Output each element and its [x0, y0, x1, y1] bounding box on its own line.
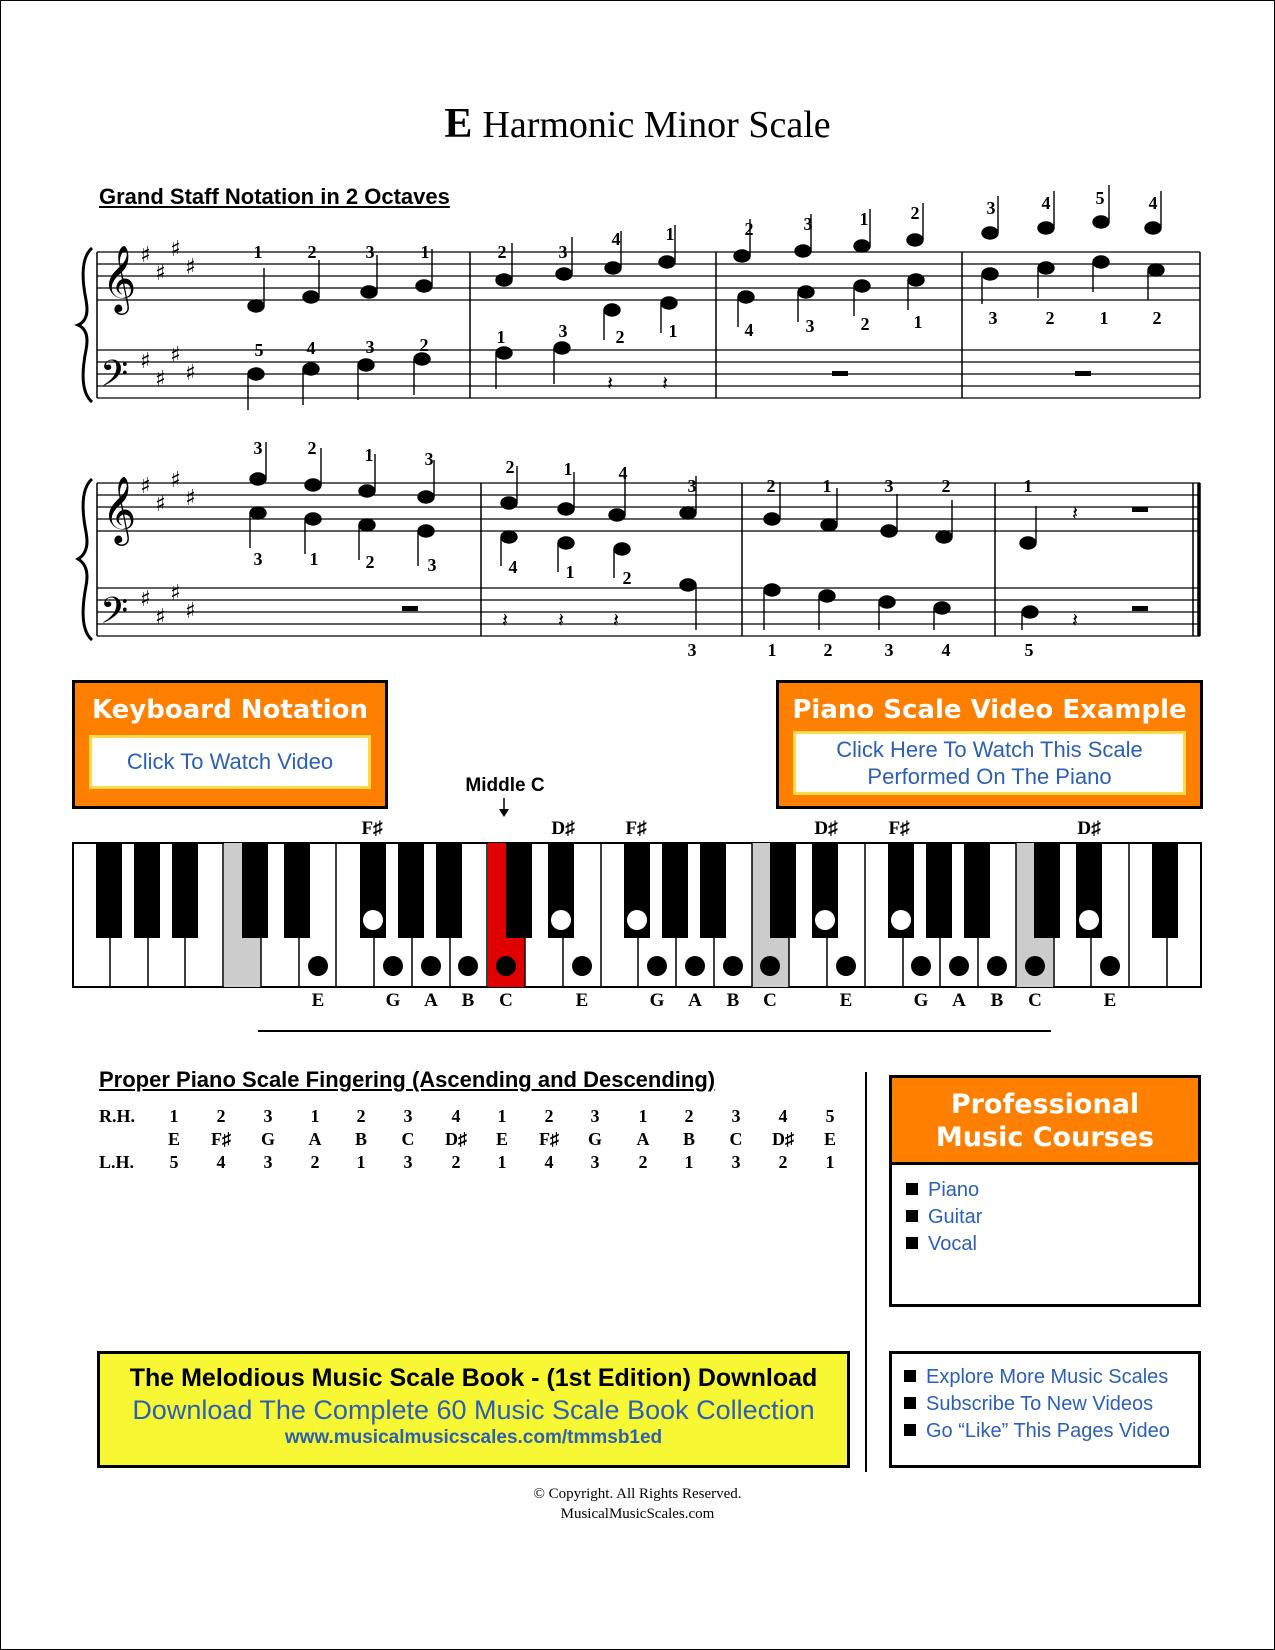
divider-line: [258, 1030, 1051, 1032]
keyboard-notation-box: [72, 680, 388, 809]
subscribe-link[interactable]: [904, 1391, 1198, 1418]
lh-cell: 4: [544, 1152, 554, 1172]
courses-box: [889, 1075, 1201, 1307]
course-item-guitar[interactable]: [906, 1204, 1198, 1231]
middle-c-arrow: [496, 798, 512, 818]
course-label: Guitar: [928, 1206, 983, 1228]
finger-s2-t-9: 2: [766, 476, 776, 496]
bullet-icon: [904, 1397, 916, 1409]
finger-s1-l-7: 3: [988, 308, 998, 328]
finger-s1-t-12: 2: [910, 203, 920, 223]
lh-cell: 1: [356, 1152, 366, 1172]
bullet-icon: [906, 1237, 918, 1249]
svg-text:𝄽: 𝄽: [613, 608, 620, 632]
watch-scale-link[interactable]: [793, 731, 1186, 795]
title-text: Harmonic Minor Scale: [482, 104, 831, 146]
svg-text:♯: ♯: [170, 581, 181, 606]
note-cell: E: [495, 1129, 508, 1149]
video-example-box: [776, 680, 1203, 809]
sharp-label-1: F♯: [361, 818, 383, 839]
svg-text:♯: ♯: [170, 237, 181, 262]
finger-s2-b-1: 3: [687, 640, 697, 660]
note-cell: G: [587, 1129, 602, 1149]
note-cell: E: [167, 1129, 180, 1149]
courses-heading-line1: Professional: [950, 1089, 1140, 1120]
finger-s2-t-10: 1: [822, 476, 832, 496]
svg-text:𝄢: 𝄢: [100, 353, 129, 404]
finger-s1-b-5: 1: [496, 327, 506, 347]
svg-text:♯: ♯: [185, 599, 196, 624]
finger-s2-t-5: 2: [505, 457, 515, 477]
sharp-label-5: F♯: [888, 818, 910, 839]
sharp-label-2: D♯: [551, 818, 575, 839]
svg-text:♯: ♯: [140, 349, 151, 374]
key-label-7: G: [649, 990, 665, 1011]
note-cell: F♯: [211, 1129, 231, 1149]
finger-s1-t-9: 2: [744, 219, 754, 239]
key-label-2: G: [385, 990, 401, 1011]
rh-cell: 5: [825, 1106, 835, 1126]
svg-text:𝄽: 𝄽: [502, 608, 509, 632]
key-label-4: B: [461, 990, 475, 1011]
svg-text:𝄢: 𝄢: [100, 590, 129, 641]
svg-text:♯: ♯: [155, 261, 166, 286]
copyright-line1: © Copyright. All Rights Reserved.: [533, 1486, 742, 1502]
lh-cell: 1: [825, 1152, 835, 1172]
svg-text:♯: ♯: [185, 486, 196, 511]
notes-row: [0, 1129, 860, 1153]
svg-text:♯: ♯: [185, 255, 196, 280]
finger-s2-b-5: 4: [941, 640, 951, 660]
svg-text:♯: ♯: [140, 243, 151, 268]
lh-label: L.H.: [99, 1152, 135, 1172]
lh-cell: 4: [216, 1152, 226, 1172]
key-label-6: E: [575, 990, 589, 1011]
watch-video-link[interactable]: Click To Watch Video: [89, 735, 371, 789]
lh-cell: 3: [731, 1152, 741, 1172]
video-example-heading: Piano Scale Video Example: [792, 695, 1187, 725]
piano-keyboard: [72, 842, 1202, 988]
lh-cell: 3: [263, 1152, 273, 1172]
like-video-link[interactable]: [904, 1418, 1198, 1445]
svg-text:𝄽: 𝄽: [1072, 501, 1079, 525]
svg-text:♯: ♯: [140, 474, 151, 499]
finger-s2-t-3: 1: [364, 445, 374, 465]
courses-heading-line2: Music Courses: [935, 1122, 1155, 1153]
courses-heading: [892, 1078, 1198, 1165]
finger-s1-l-9: 1: [1099, 308, 1109, 328]
sharp-label-4: D♯: [814, 818, 838, 839]
course-label: Piano: [928, 1179, 980, 1201]
svg-text:♯: ♯: [185, 361, 196, 386]
finger-s1-t-15: 5: [1095, 188, 1105, 208]
svg-text:♯: ♯: [140, 587, 151, 612]
finger-s2-b-3: 2: [823, 640, 833, 660]
key-label-15: C: [1028, 990, 1042, 1011]
finger-s1-l-4: 3: [805, 316, 815, 336]
note-cell: B: [682, 1129, 695, 1149]
finger-s1-t-6: 3: [558, 242, 568, 262]
note-cell: F♯: [539, 1129, 559, 1149]
rh-cell: 2: [684, 1106, 694, 1126]
key-label-14: B: [990, 990, 1004, 1011]
book-subtitle[interactable]: Download The Complete 60 Music Scale Book Collection: [132, 1395, 815, 1425]
course-item-piano[interactable]: [906, 1177, 1198, 1204]
finger-s1-b-1: 5: [254, 340, 264, 360]
course-label: Vocal: [928, 1233, 977, 1255]
finger-s1-t-16: 4: [1148, 193, 1158, 213]
more-links-box: [889, 1351, 1201, 1468]
notation-heading: Grand Staff Notation in 2 Octaves: [99, 184, 450, 209]
finger-s1-t-5: 2: [497, 242, 507, 262]
rh-cell: 3: [731, 1106, 741, 1126]
key-label-12: G: [913, 990, 929, 1011]
svg-text:♯: ♯: [170, 468, 181, 493]
finger-s2-l-5: 4: [508, 557, 518, 577]
note-cell: D♯: [772, 1129, 794, 1149]
finger-s2-l-1: 3: [253, 549, 263, 569]
rh-row: [0, 1106, 860, 1130]
lh-cell: 3: [590, 1152, 600, 1172]
svg-text:𝄽: 𝄽: [558, 608, 565, 632]
link-label: Go “Like” This Pages Video: [926, 1420, 1170, 1442]
copyright: [0, 1484, 1275, 1524]
finger-s1-t-7: 4: [611, 229, 621, 249]
bullet-icon: [906, 1183, 918, 1195]
watch-scale-link-line2: Performed On The Piano: [867, 764, 1112, 789]
lh-cell: 5: [169, 1152, 179, 1172]
finger-s1-l-3: 4: [744, 320, 754, 340]
key-label-3: A: [424, 990, 438, 1011]
lh-cell: 2: [310, 1152, 320, 1172]
lh-row: [0, 1152, 860, 1176]
finger-s2-t-1: 3: [253, 438, 263, 458]
lh-cell: 3: [403, 1152, 413, 1172]
finger-s2-b-6: 5: [1024, 640, 1034, 660]
svg-text:𝄽: 𝄽: [607, 371, 614, 395]
lh-cell: 2: [451, 1152, 461, 1172]
note-cell: E: [823, 1129, 836, 1149]
note-cell: A: [636, 1129, 650, 1149]
key-label-11: E: [839, 990, 853, 1011]
lh-cell: 2: [778, 1152, 788, 1172]
finger-s2-t-2: 2: [307, 438, 317, 458]
finger-s1-t-8: 1: [665, 224, 675, 244]
finger-s2-l-7: 2: [622, 568, 632, 588]
finger-s1-t-13: 3: [986, 198, 996, 218]
svg-text:𝄞: 𝄞: [102, 244, 137, 312]
finger-s1-t-14: 4: [1041, 193, 1051, 213]
finger-s2-l-4: 3: [427, 555, 437, 575]
finger-s2-t-11: 3: [884, 476, 894, 496]
finger-s1-b-2: 4: [306, 338, 316, 358]
finger-s1-b-6: 3: [558, 321, 568, 341]
finger-s2-l-6: 1: [565, 562, 575, 582]
finger-s2-b-2: 1: [767, 640, 777, 660]
finger-s2-t-12: 2: [941, 476, 951, 496]
finger-s1-l-2: 1: [668, 321, 678, 341]
book-url[interactable]: www.musicalmusicscales.com/tmmsb1ed: [284, 1427, 663, 1448]
finger-s1-l-6: 1: [913, 312, 923, 332]
key-label-16: E: [1103, 990, 1117, 1011]
course-item-vocal[interactable]: [906, 1231, 1198, 1258]
key-label-5: C: [499, 990, 513, 1011]
svg-text:♯: ♯: [155, 492, 166, 517]
finger-s1-l-1: 2: [615, 327, 625, 347]
svg-text:𝄽: 𝄽: [1072, 608, 1079, 632]
finger-s1-l-10: 2: [1152, 308, 1162, 328]
svg-text:♯: ♯: [155, 367, 166, 392]
note-cell: C: [401, 1129, 415, 1149]
title-letter: E: [444, 101, 473, 147]
rh-cell: 2: [544, 1106, 554, 1126]
rh-cell: 1: [497, 1106, 507, 1126]
finger-s2-t-6: 1: [563, 459, 573, 479]
rh-cell: 3: [263, 1106, 273, 1126]
explore-scales-link[interactable]: [904, 1364, 1198, 1391]
finger-s2-l-2: 1: [309, 549, 319, 569]
book-download-box[interactable]: [97, 1351, 850, 1468]
link-label: Explore More Music Scales: [926, 1366, 1169, 1388]
svg-text:𝄞: 𝄞: [102, 475, 137, 543]
finger-s1-t-3: 3: [365, 242, 375, 262]
key-label-8: A: [688, 990, 702, 1011]
finger-s1-t-2: 2: [307, 242, 317, 262]
rh-cell: 3: [403, 1106, 413, 1126]
key-label-10: C: [763, 990, 777, 1011]
finger-s1-t-1: 1: [253, 242, 263, 262]
note-cell: B: [354, 1129, 367, 1149]
svg-text:𝄽: 𝄽: [662, 371, 669, 395]
finger-s1-l-8: 2: [1045, 308, 1055, 328]
sharp-label-3: F♯: [625, 818, 647, 839]
svg-text:♯: ♯: [155, 605, 166, 630]
rh-cell: 4: [778, 1106, 788, 1126]
note-cell: A: [308, 1129, 322, 1149]
finger-s1-b-4: 2: [419, 335, 429, 355]
finger-s2-l-3: 2: [365, 552, 375, 572]
lh-cell: 1: [684, 1152, 694, 1172]
more-links-list: [904, 1364, 1198, 1445]
middle-c-label: Middle C: [465, 775, 545, 796]
lh-cell: 2: [638, 1152, 648, 1172]
lh-cell: 1: [497, 1152, 507, 1172]
rh-cell: 1: [638, 1106, 648, 1126]
sheet-music: [0, 0, 1275, 680]
finger-s1-b-3: 3: [365, 337, 375, 357]
finger-s2-b-4: 3: [884, 640, 894, 660]
vertical-divider: [865, 1072, 867, 1472]
key-label-13: A: [952, 990, 966, 1011]
bullet-icon: [906, 1210, 918, 1222]
book-title: The Melodious Music Scale Book - (1st Edition) Download: [129, 1364, 818, 1392]
rh-cell: 1: [169, 1106, 179, 1126]
bullet-icon: [904, 1370, 916, 1382]
bullet-icon: [904, 1424, 916, 1436]
finger-s1-l-5: 2: [860, 314, 870, 334]
fingering-heading: Proper Piano Scale Fingering (Ascending and Descending): [99, 1067, 716, 1092]
note-cell: G: [260, 1129, 275, 1149]
rh-cell: 4: [451, 1106, 461, 1126]
sharp-label-6: D♯: [1077, 818, 1101, 839]
key-label-1: E: [311, 990, 325, 1011]
link-label: Subscribe To New Videos: [926, 1393, 1154, 1415]
finger-s2-t-7: 4: [618, 463, 628, 483]
rh-label: R.H.: [99, 1106, 135, 1126]
keyboard-notation-heading: Keyboard Notation: [91, 695, 369, 725]
svg-text:♯: ♯: [170, 343, 181, 368]
key-label-9: B: [726, 990, 740, 1011]
finger-s2-t-8: 3: [687, 476, 697, 496]
finger-s2-t-13: 1: [1023, 476, 1033, 496]
rh-cell: 2: [216, 1106, 226, 1126]
copyright-line2: MusicalMusicScales.com: [560, 1506, 715, 1522]
finger-s1-t-4: 1: [420, 242, 430, 262]
note-cell: C: [729, 1129, 743, 1149]
note-cell: D♯: [445, 1129, 467, 1149]
courses-list: [892, 1165, 1198, 1258]
finger-s2-t-4: 3: [424, 449, 434, 469]
watch-scale-link-line1: Click Here To Watch This Scale: [836, 737, 1143, 762]
rh-cell: 3: [590, 1106, 600, 1126]
rh-cell: 1: [310, 1106, 320, 1126]
finger-s1-t-10: 3: [803, 214, 813, 234]
finger-s1-t-11: 1: [859, 209, 869, 229]
rh-cell: 2: [356, 1106, 366, 1126]
